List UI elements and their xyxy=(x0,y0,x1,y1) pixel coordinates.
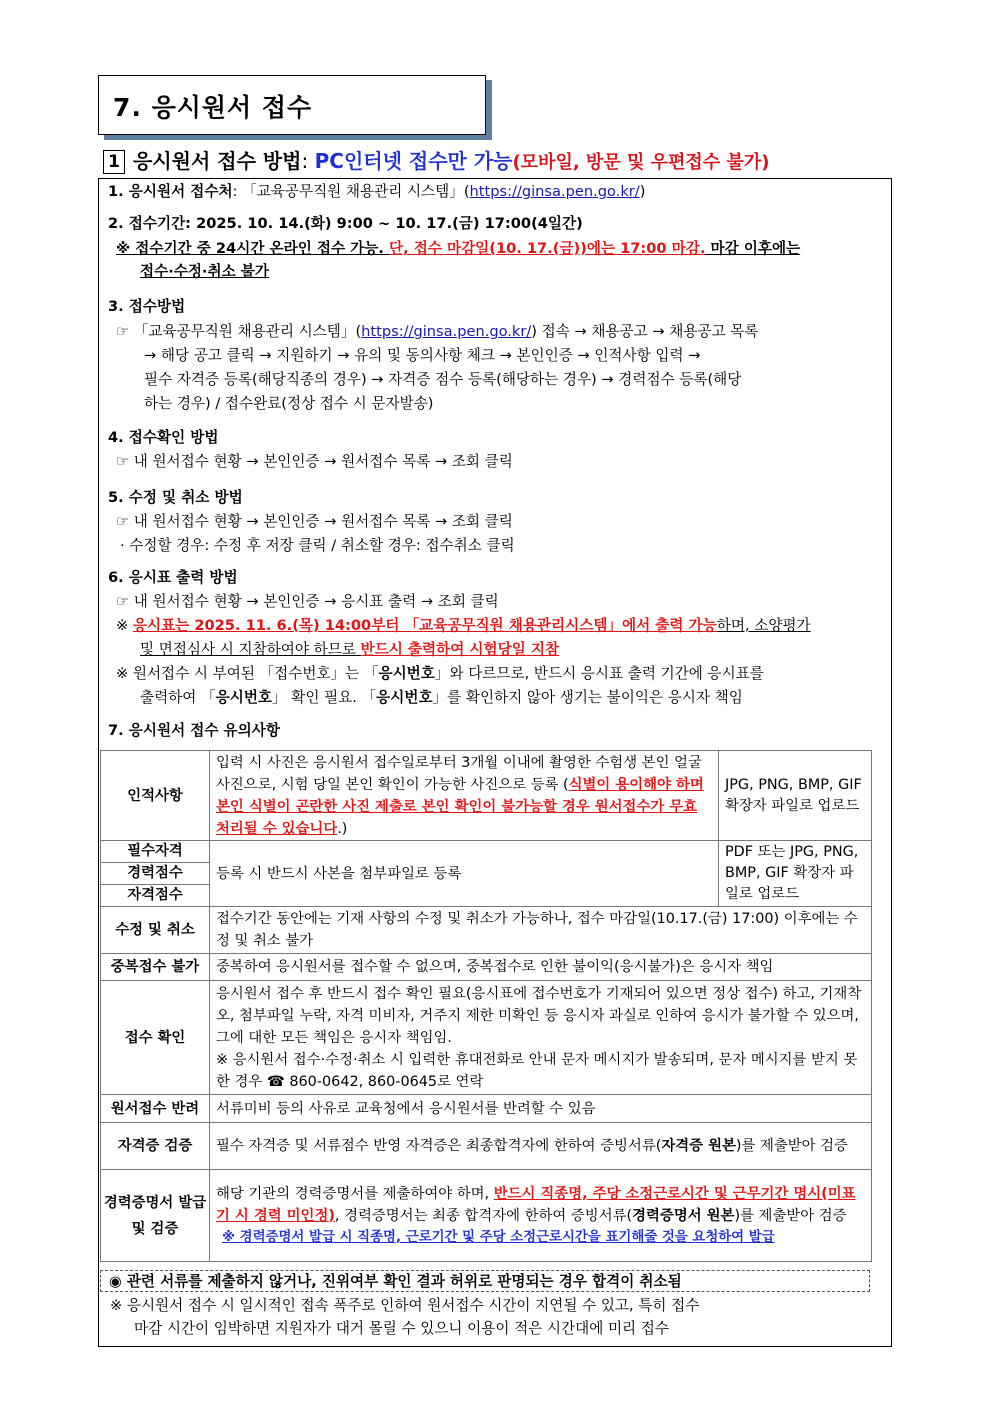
item-3-line1-b: ) 접속 → 채용공고 → 채용공고 목록 xyxy=(531,323,759,340)
table-row xyxy=(101,954,872,981)
item-5-line2: · 수정할 경우: 수정 후 저장 클릭 / 취소할 경우: 접수취소 클릭 xyxy=(120,537,515,554)
r8-text-b: , 경력증명서는 최종 합격자에 한하여 증빙서류( xyxy=(334,1207,633,1224)
label-required-cert: 필수자격 xyxy=(101,841,209,863)
item-6-note4-b: 응시번호 xyxy=(215,689,273,706)
item-6-note2-a: 및 면접심사 시 지참하여야 하므로 xyxy=(140,641,361,658)
r8-cell xyxy=(210,1170,872,1262)
r1-text-red: 식별이 용이해야 하며 본인 식별이 곤란한 사진 제출로 본인 확인이 불가능할 경우 원서접수가 무효 처리될 수 있습니다 xyxy=(216,776,704,837)
table-row xyxy=(101,841,872,907)
item-2-note-line1 xyxy=(116,239,883,259)
item-6-note3-b: 응시번호 xyxy=(378,665,435,682)
r3-text: 접수기간 동안에는 기재 사항의 수정 및 취소가 가능하나, 접수 마감일(10.17.(금) 17:00) 이후에는 수정 및 취소 불가 xyxy=(210,907,872,954)
item-4-line1: ☞ 내 원서접수 현황 → 본인인증 → 원서접수 목록 → 조회 클릭 xyxy=(116,453,513,470)
row-label-confirm: 접수 확인 xyxy=(101,981,210,1095)
r8-text-red: 반드시 직종명, 주당 소정근로시간 및 근무기간 명시(미표기 시 경력 미인정) xyxy=(216,1185,856,1224)
item-6-note1 xyxy=(116,616,811,636)
item-3-line4: 하는 경우) / 접수완료(정상 접수 시 문자발송) xyxy=(144,395,434,412)
row-label-career-cert: 경력증명서 발급 및 검증 xyxy=(101,1170,210,1262)
item-6-line1: ☞ 내 원서접수 현황 → 본인인증 → 응시표 출력 → 조회 클릭 xyxy=(116,593,499,610)
footer-line1: ※ 응시원서 접수 시 일시적인 접속 폭주로 인하여 원서접수 시간이 지연될 수 있고, 특히 접수 xyxy=(110,1297,700,1314)
item-6-note1-red: 응시표는 2025. 11. 6.(목) 14:00부터 「교육공무직원 채용관리시스템」에서 출력 가능 xyxy=(132,617,717,634)
r5-text: 응시원서 접수 후 반드시 접수 확인 필요(응시표에 접수번호가 기재되어 있으면 정상 접수) 하고, 기재착오, 첨부파일 누락, 자격 미비자, 거주지 제한 미확인 등 응시자 과실로 인하여 응시가 불가할 수 있으며, 그에 대한 모든 책임은 응시자 책임임. xyxy=(216,985,862,1046)
item-2-note-a: ※ 접수기간 중 24시간 온라인 접수 가능. xyxy=(116,240,389,257)
item-6-note4-e: 」를 확인하지 않아 생기는 불이익은 응시자 책임 xyxy=(432,689,743,706)
item-6-note1-mark: ※ xyxy=(116,617,133,634)
r5-cell xyxy=(210,981,872,1095)
item-3-line1 xyxy=(116,322,758,342)
item-2-note-red: 단, 접수 마감일(10. 17.(금))에는 17:00 마감. xyxy=(388,240,706,257)
item-3-line1-a: ☞ 「교육공무직원 채용관리 시스템」( xyxy=(116,323,362,340)
ginsa-link-1[interactable]: https://ginsa.pen.go.kr/ xyxy=(469,183,640,200)
r1-text-a: 입력 시 사진은 응시원서 접수일로부터 3개월 이내에 촬영한 수험생 본인 얼굴 사진으로, 시험 당일 본인 확인이 가능한 사진으로 등록 ( xyxy=(216,754,702,793)
row-label-edit-cancel: 수정 및 취소 xyxy=(101,907,210,954)
item-7-label: 7. 응시원서 접수 유의사항 xyxy=(108,722,280,739)
item-6-note3 xyxy=(116,664,764,684)
row-label-duplicate: 중복접수 불가 xyxy=(101,954,210,981)
heading-not-allowed: (모바일, 방문 및 우편접수 불가) xyxy=(512,152,770,173)
item-3-line2: → 해당 공고 클릭 → 지원하기 → 유의 및 동의사항 체크 → 본인인증 → 인적사항 입력 → xyxy=(144,347,701,364)
item-6-note2 xyxy=(140,640,559,660)
item-3-label: 3. 접수방법 xyxy=(108,298,186,315)
item-6-note4-a: 출력하여 「 xyxy=(140,689,216,706)
item-6-note3-c: 」와 다르므로, 반드시 응시표 출력 기간에 응시표를 xyxy=(434,665,764,682)
table-row xyxy=(101,981,872,1095)
r8-text-d: )를 제출받아 검증 xyxy=(734,1207,847,1224)
precautions-table xyxy=(100,750,872,1262)
table-row xyxy=(101,907,872,954)
item-1-text: : 「교육공무직원 채용관리 시스템」( xyxy=(232,183,470,200)
cancellation-notice: ◉ 관련 서류를 제출하지 않거나, 진위여부 확인 결과 허위로 판명되는 경우 합격이 취소됨 xyxy=(100,1270,870,1292)
item-4-label: 4. 접수확인 방법 xyxy=(108,429,219,446)
item-6-note4-c: 」 확인 필요. 「 xyxy=(272,689,377,706)
item-1-label: 1. 응시원서 접수처 xyxy=(108,183,233,200)
r2-ext: PDF 또는 JPG, PNG, BMP, GIF 확장자 파일로 업로드 xyxy=(719,841,872,907)
section-title: 7. 응시원서 접수 xyxy=(113,93,313,122)
heading-pc-only: PC인터넷 접수만 가능 xyxy=(314,149,513,173)
item-6-note2-red: 반드시 출력하여 시험당일 지참 xyxy=(360,641,560,658)
item-2-note-line2: 접수·수정·취소 불가 xyxy=(140,263,269,280)
heading-label: 응시원서 접수 방법 xyxy=(133,149,302,173)
r7-text-b: 자격증 원본 xyxy=(661,1138,736,1154)
label-cert-score: 자격점수 xyxy=(127,887,183,903)
r4-text: 중복하여 응시원서를 접수할 수 없으며, 중복접수로 인한 불이익(응시불가)은 응시자 책임 xyxy=(210,954,872,981)
r7-text-a: 필수 자격증 및 서류점수 반영 자격증은 최종합격자에 한하여 증빙서류( xyxy=(216,1138,662,1154)
table-row xyxy=(101,1123,872,1170)
r7-text-c: )를 제출받아 검증 xyxy=(735,1138,848,1154)
item-2-label: 2. 접수기간: 2025. 10. 14.(화) 9:00 ~ 10. 17.(금) 17:00(4일간) xyxy=(108,215,583,232)
table-row xyxy=(101,1170,872,1262)
table-row xyxy=(101,1095,872,1123)
r5-note: ※ 응시원서 접수·수정·취소 시 입력한 휴대전화로 안내 문자 메시지가 발송되며, 문자 메시지를 받지 못한 경우 ☎ 860-0642, 860-0645로 연락 xyxy=(216,1051,858,1090)
row-label-return: 원서접수 반려 xyxy=(101,1095,210,1123)
item-1-tail: ) xyxy=(639,183,646,200)
row-label-certs xyxy=(101,841,210,907)
r8-note: ※ 경력증명서 발급 시 직종명, 근로기간 및 주당 소정근로시간을 표기해줄 것을 요청하여 발급 xyxy=(222,1229,775,1245)
r7-cell xyxy=(210,1123,872,1170)
r2-text: 등록 시 반드시 사본을 첨부파일로 등록 xyxy=(210,841,719,907)
item-5-label: 5. 수정 및 취소 방법 xyxy=(108,489,243,506)
item-1 xyxy=(108,182,645,202)
item-6-note3-a: ※ 원서접수 시 부여된 「접수번호」는 「 xyxy=(116,665,379,682)
item-3-line3: 필수 자격증 등록(해당직종의 경우) → 자격증 점수 등록(해당하는 경우) → 경력점수 등록(해당 xyxy=(144,371,742,388)
label-career-score: 경력점수 xyxy=(101,863,209,885)
table-row xyxy=(101,751,872,841)
heading-number: 1 xyxy=(103,150,125,174)
ginsa-link-2[interactable]: https://ginsa.pen.go.kr/ xyxy=(361,323,532,340)
row-text-personal-info xyxy=(210,751,719,841)
item-6-note4 xyxy=(140,688,743,708)
r6-text: 서류미비 등의 사유로 교육청에서 응시원서를 반려할 수 있음 xyxy=(210,1095,872,1123)
r1-ext: JPG, PNG, BMP, GIF 확장자 파일로 업로드 xyxy=(719,751,872,841)
row-label-cert-verify: 자격증 검증 xyxy=(101,1123,210,1170)
heading-colon: : xyxy=(301,149,315,173)
r1-text-b: .) xyxy=(337,820,348,837)
r8-text-a: 해당 기관의 경력증명서를 제출하여야 하며, xyxy=(216,1185,494,1202)
row-label-personal-info: 인적사항 xyxy=(101,751,210,841)
method-heading xyxy=(103,145,769,174)
item-2-note-c: 마감 이후에는 xyxy=(705,240,801,257)
footer-line2: 마감 시간이 임박하면 지원자가 대거 몰릴 수 있으니 이용이 적은 시간대에 미리 접수 xyxy=(134,1320,669,1337)
section-title-box xyxy=(98,75,486,135)
item-6-label: 6. 응시표 출력 방법 xyxy=(108,569,238,586)
item-6-note4-d: 응시번호 xyxy=(376,689,433,706)
r8-text-c: 경력증명서 원본 xyxy=(632,1207,735,1224)
item-6-note1-tail: 하며, 소양평가 xyxy=(716,617,811,634)
item-5-line1: ☞ 내 원서접수 현황 → 본인인증 → 원서접수 목록 → 조회 클릭 xyxy=(116,513,513,530)
